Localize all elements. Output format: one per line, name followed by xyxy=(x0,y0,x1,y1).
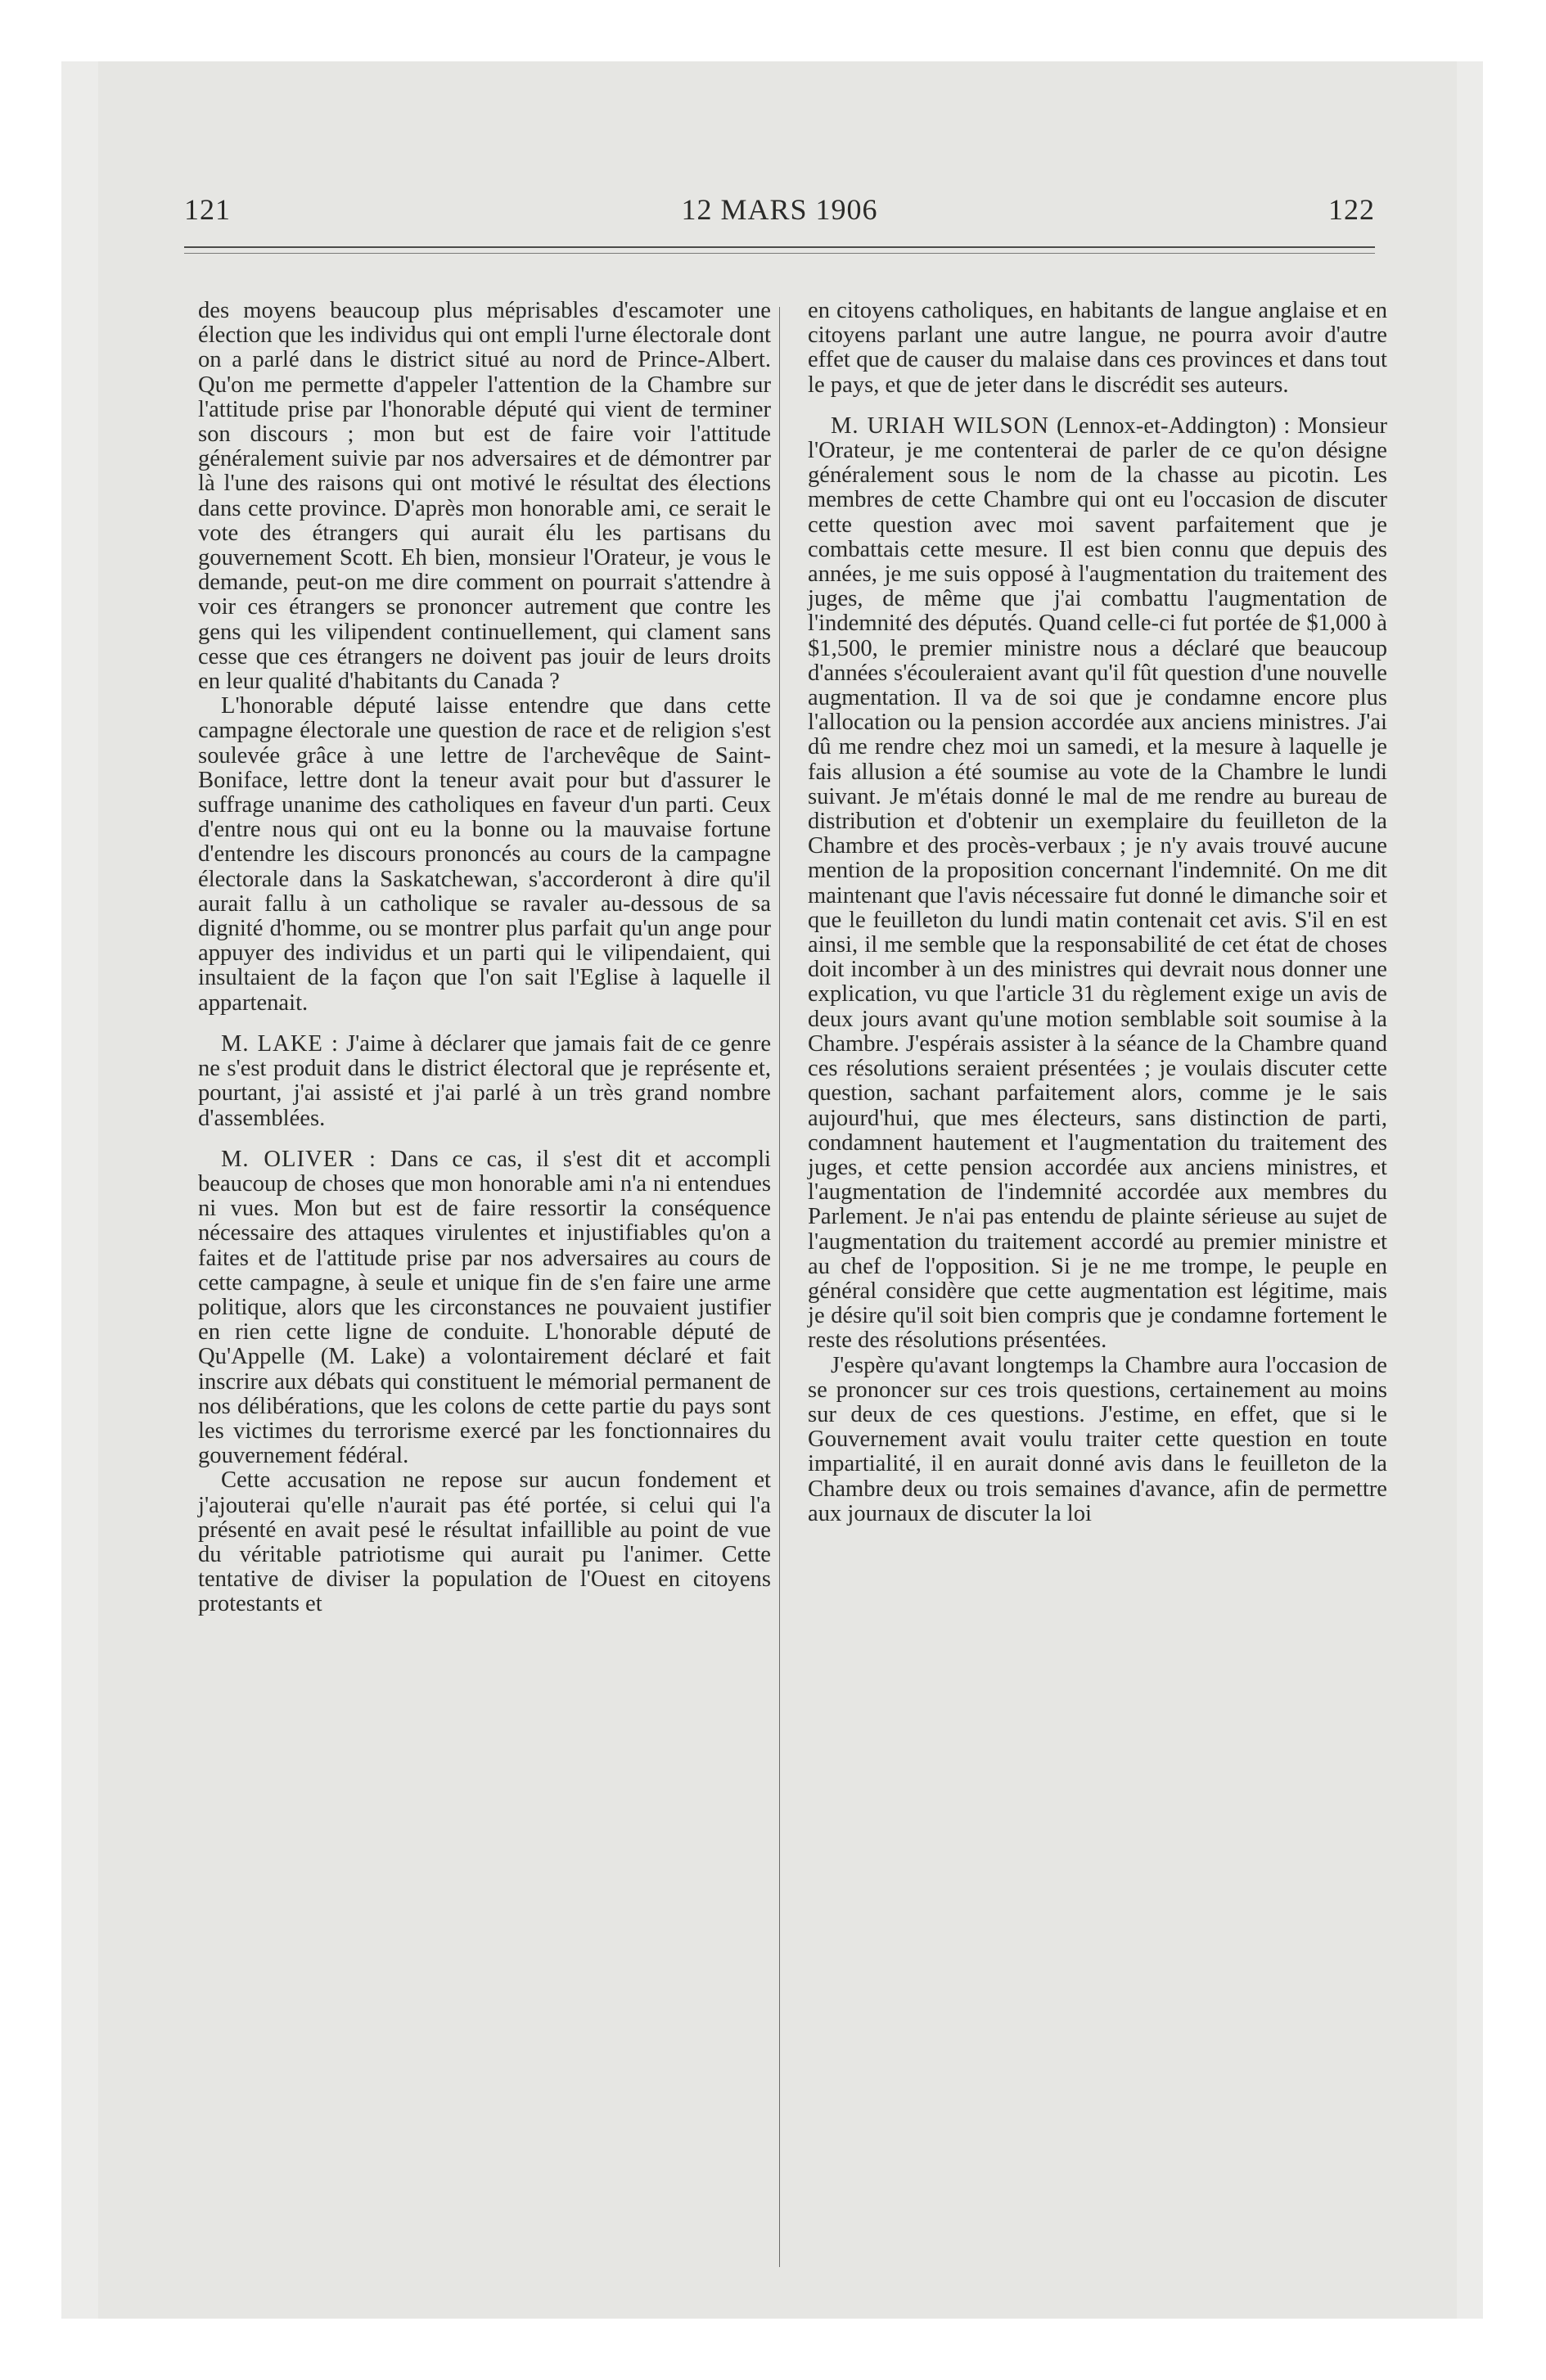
speech-text: Dans ce cas, il s'est dit et accompli beaucoup de choses que mon honorable ami n'a ni entendues ni vues. Mon but est de faire ressortir la conséquence nécessaire des attaques virulentes et injustifiables qu'on a faites et de l'attitude prise par nos adversaires au cours de cette campagne, à seule et unique fin de s'en faire une arme politique, alors que les circonstances ne pouvaient justifier en rien cette ligne de conduite. L'honorable député de Qu'Appelle (M. Lake) a volontairement déclaré et fait inscrire aux débats qui constituent le mémorial permanent de nos délibérations, que les colons de cette partie du pays sont les victimes du terrorisme exercé par les fonctionnaires du gouvernement fédéral. xyxy=(198,1146,771,1469)
paragraph: en citoyens catholiques, en habitants de langue anglaise et en citoyens parlant une autre langue, ne pourra avoir d'autre effet que de causer du malaise dans ces provinces et dans tout le pays, et que de jeter dans le discrédit ses auteurs. xyxy=(808,298,1387,398)
document-page xyxy=(98,61,1457,2319)
page-number-right: 122 xyxy=(1328,193,1375,226)
speaker-name: M. LAKE : xyxy=(221,1030,339,1057)
scanned-page-background xyxy=(61,61,1483,2319)
speaker-riding: (Lennox-et-Addington) : xyxy=(1056,412,1291,439)
speech-wilson xyxy=(808,414,1387,1354)
speaker-name: M. OLIVER : xyxy=(221,1146,376,1172)
paragraph: des moyens beaucoup plus méprisables d'escamoter une élection que les individus qui ont empli l'urne électorale dont on a parlé dans le district situé au nord de Prince-Albert. Qu'on me permette d'appeler l'attention de la Chambre sur l'attitude prise par l'honorable député qui vient de terminer son discours ; mon but est de faire voir l'attitude généralement suivie par nos adversaires et de démontrer par là l'une des raisons qui ont motivé le résultat des élections dans cette province. D'après mon honorable ami, ce serait le vote des étrangers qui aurait élu les partisans du gouvernement Scott. Eh bien, monsieur l'Orateur, je vous le demande, peut-on me dire comment on pourrait s'attendre à voir ces étrangers se prononcer autrement que contre les gens qui les vilipendent continuellement, qui clament sans cesse que ces étrangers ne doivent pas jouir de leurs droits en leur qualité d'habitants du Canada ? xyxy=(198,298,771,695)
paragraph: L'honorable député laisse entendre que dans cette campagne électorale une question de race et de religion s'est soulevée grâce à une lettre de l'archevêque de Saint-Boniface, lettre dont la teneur avait pour but d'assurer le suffrage unanime des catholiques en faveur d'un parti. Ceux d'entre nous qui ont eu la bonne ou la mauvaise fortune d'entendre les discours prononcés au cours de la campagne électorale dans la Saskatchewan, s'accorderont à dire qu'il aurait fallu à un catholique se ravaler au-dessous de sa dignité d'homme, ou se montrer plus parfait qu'un ange pour appuyer des individus et un parti qui le vilipendaient, qui insultaient de la façon que l'on sait l'Eglise à laquelle il appartenait. xyxy=(198,693,771,1016)
page-header xyxy=(184,192,1375,250)
header-date: 12 MARS 1906 xyxy=(681,193,878,226)
header-rule xyxy=(184,246,1375,248)
speech-lake xyxy=(198,1032,771,1131)
paragraph: Cette accusation ne repose sur aucun fondement et j'ajouterai qu'elle n'aurait pas été portée, si celui qui l'a présenté en avait pesé le résultat infaillible au point de vue du véritable patriotisme qui aurait pu l'animer. Cette tentative de diviser la population de l'Ouest en citoyens protestants et xyxy=(198,1467,771,1617)
header-rule-thin xyxy=(184,253,1375,254)
right-column xyxy=(808,299,1387,1526)
speech-text: Monsieur l'Orateur, je me contenterai de parler de ce qu'on désigne généralement sous le nom de la chasse au picotin. Les membres de cette Chambre qui ont eu l'occasion de discuter cette question avec moi savent parfaitement que je combattais cette mesure. Il est bien connu que depuis des années, je me suis opposé à l'augmentation du traitement des juges, de même que j'ai combattu l'augmentation de l'indemnité des députés. Quand celle-ci fut portée de $1,000 à $1,500, le premier ministre nous a déclaré que beaucoup d'années s'écouleraient avant qu'il fût question d'une nouvelle augmentation. Il va de soi que je condamne encore plus l'allocation ou la pension accordée aux anciens ministres. J'ai dû me rendre chez moi un samedi, et la mesure à laquelle je fais allusion a été soumise au vote de la Chambre le lundi suivant. Je m'étais donné le mal de me rendre au bureau de distribution et d'obtenir un exemplaire du feuilleton de la Chambre et des procès-verbaux ; je n'y avais trouvé aucune mention de la proposition concernant l'indemnité. On me dit maintenant que l'avis nécessaire fut donné le dimanche soir et que le feuilleton du lundi matin contenait cet avis. S'il en est ainsi, il me semble que la responsabilité de cet état de choses doit incomber à un des ministres qui devrait nous donner une explication, vu que l'article 31 du règlement exige un avis de deux jours avant qu'une motion semblable soit soumise à la Chambre. J'espérais assister à la séance de la Chambre quand ces résolutions seraient présentées ; je voulais discuter cette question, sachant parfaitement alors, comme je le sais aujourd'hui, que mes électeurs, sans distinction de parti, condamnent hautement et l'augmentation du traitement des juges, et cette pension accordée aux anciens ministres, et l'augmentation de l'indemnité accordée aux membres du Parlement. Je n'ai pas entendu de plainte sérieuse au sujet de l'augmentation du traitement accordé au premier ministre et au chef de l'opposition. Si je ne me trompe, le peuple en général considère que cette augmentation est légitime, mais je désire qu'il soit bien compris que je condamne fortement le reste des résolutions présentées. xyxy=(808,412,1388,1354)
speech-oliver xyxy=(198,1147,771,1469)
page-number-left: 121 xyxy=(184,193,231,226)
left-column xyxy=(198,299,771,1617)
column-divider xyxy=(779,307,780,2267)
speech-text: J'aime à déclarer que jamais fait de ce genre ne s'est produit dans le district électoral que je représente et, pourtant, j'ai assisté et j'ai parlé à un très grand nombre d'assemblées. xyxy=(198,1030,772,1131)
speaker-name: M. URIAH WILSON xyxy=(831,412,1049,439)
paragraph: J'espère qu'avant longtemps la Chambre aura l'occasion de se prononcer sur ces trois questions, certainement au moins sur deux de ces questions. J'estime, en effet, que si le Gouvernement avait voulu traiter cette question en toute impartialité, il en aurait donné avis dans le feuilleton de la Chambre deux ou trois semaines d'avance, afin de permettre aux journaux de discuter la loi xyxy=(808,1352,1387,1526)
